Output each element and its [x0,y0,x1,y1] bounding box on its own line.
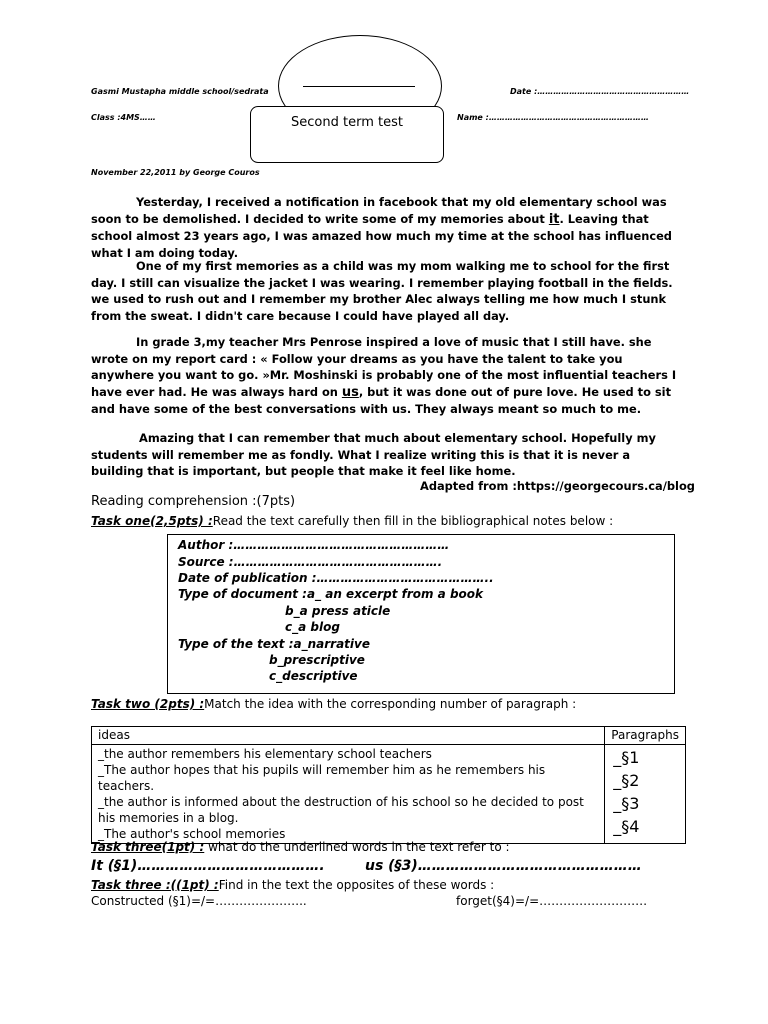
section-title: Reading comprehension :(7pts) [91,494,296,509]
paragraph-1 [91,194,677,261]
biblio-doc-type: Type of document :a_ an excerpt from a book [178,587,484,601]
task-three [91,840,510,854]
paragraph-2 [91,258,677,324]
adapted-from: Adapted from :https://georgecours.ca/blog [420,479,695,493]
idea-4: _The author's school memories [98,827,286,841]
source-line: November 22,2011 by George Couros [91,168,260,177]
task-three-label: Task three(1pt) : [91,840,205,854]
p3-text-b: , but it was done out of pure love. He used to sit and have some of the best conversations with us. They always meant so much to me. [91,384,672,416]
task-four-instruction: Find in the text the opposites of these words : [218,878,495,892]
us-answer-line: us (§3)………………………………………… [365,858,642,874]
biblio-doc-option-b: b_a press aticle [285,604,391,618]
task-two [91,697,576,711]
biblio-source: Source :……………………………………………. [178,555,443,569]
paragraphs-header: Paragraphs [605,727,686,745]
paragraph-ref-1: _§1 [613,748,640,767]
biblio-date: Date of publication :…………………………………….. [178,571,494,585]
idea-2: _The author hopes that his pupils will remember him as he remembers his teachers. [98,763,546,793]
paragraph-ref-3: _§3 [613,794,640,813]
bibliographical-notes-box [167,534,675,694]
task-three-instruction: what do the underlined words in the text refer to : [204,840,510,854]
task-two-label: Task two (2pts) : [91,697,205,711]
paragraphs-cell [605,745,686,844]
task-four [91,878,494,892]
underlined-us: us [341,384,359,400]
biblio-text-type: Type of the text :a_narrative [178,637,370,651]
task-two-instruction: Match the idea with the corresponding number of paragraph : [204,697,577,711]
name-field: Name :…………………………………………………… [457,113,649,122]
it-answer-line: It (§1)…………………………………. [91,858,325,874]
matching-table [91,726,686,844]
task-four-label: Task three :((1pt) : [91,878,219,892]
test-title: Second term test [291,115,403,130]
p2-text: One of my first memories as a child was my mom walking me to school for the first day. I still can visualize the jacket I was wearing. I remember playing football in the fields. we used to rush out and I remember my brother Alec always telling me how much I stunk from the sweat. I didn't care because I could have played all day. [91,259,673,323]
p1-text-a: Yesterday, I received a notification in facebook that my old elementary school was soon to be demolished. I decided to write some of my memories about [91,195,667,226]
opposite-forget: forget(§4)=/=……………………… [456,894,648,908]
date-field: Date :………………………………………………… [510,87,690,96]
paragraph-ref-2: _§2 [613,771,640,790]
class-field: Class :4MS…… [91,113,156,122]
p3-text-a: In grade 3,my teacher Mrs Penrose inspired a love of music that I still have. she wrote on my report card : « Follow your dreams as you have the talent to take you anywhere you want to go. »Mr. Moshinski is probably one of the most influential teachers I have ever had. He was always hard on [91,335,677,399]
ideas-cell [92,745,605,844]
test-title-box [250,106,444,163]
task-one-label: Task one(2,5pts) : [91,514,213,528]
idea-1: _the author remembers his elementary school teachers [98,747,432,761]
ideas-header: ideas [92,727,605,745]
biblio-text-option-b: b_prescriptive [269,653,365,667]
opposite-constructed: Constructed (§1)=/=………………….. [91,894,307,908]
paragraph-3 [91,334,677,418]
task-one-instruction: Read the text carefully then fill in the bibliographical notes below : [212,514,614,528]
mark-line [303,86,415,87]
underlined-it: it [548,211,560,227]
biblio-text-option-c: c_descriptive [269,669,358,683]
biblio-author: Author :……………………………………………… [178,538,450,552]
paragraph-4 [91,430,677,480]
p4-text: Amazing that I can remember that much about elementary school. Hopefully my students will remember me as fondly. What I realize writing this is that it is never a building that is important, but people that make it feel like home. [91,431,656,478]
paragraph-ref-4: _§4 [613,817,640,836]
school-name: Gasmi Mustapha middle school/sedrata [91,87,269,96]
task-one [91,514,613,528]
idea-3: _the author is informed about the destruction of his school so he decided to post his memories in a blog. [98,795,584,825]
biblio-doc-option-c: c_a blog [285,620,340,634]
p1-text-b: . Leaving that school almost 23 years ago, I was amazed how much my time at the school has influenced what I am doing today. [91,211,672,260]
